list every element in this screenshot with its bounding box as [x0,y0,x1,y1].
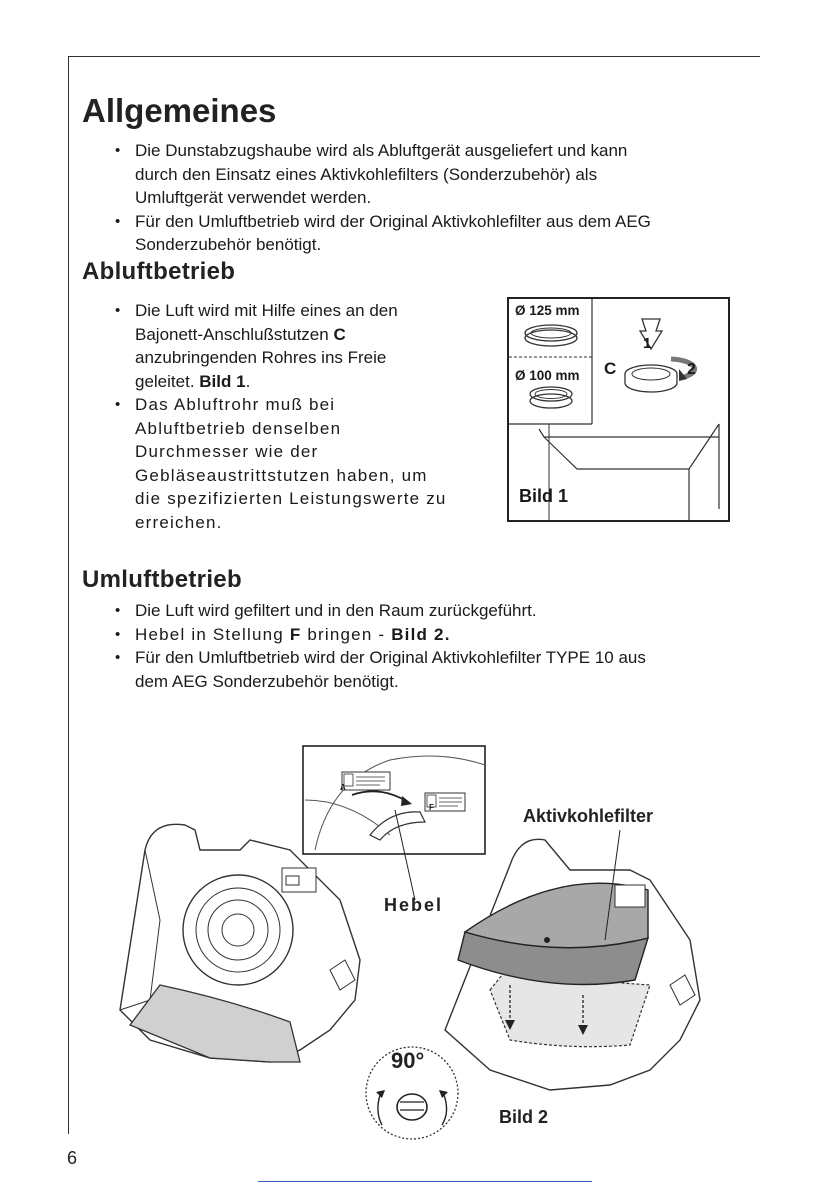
figure-bild-2 [90,740,770,1140]
abluftbetrieb-list [110,299,490,534]
label-1: 1 [643,335,652,352]
list-item: • Die Luft wird gefiltert und in den Raum zurückgeführt. [110,599,750,623]
label-aktivkohlefilter: Aktivkohlefilter [523,806,654,826]
inset-label-a: A [340,783,346,792]
section-title-umluftbetrieb: Umluftbetrieb [82,566,242,593]
figure-bild-1 [507,297,730,522]
list-item: • Das Abluftrohr muß bei Abluftbetrieb denselben Durchmesser wie der Gebläseaustrittstutzen haben, um die spezifizierten Leistungswerte zu erreichen. [110,393,490,534]
list-item: • Die Dunstabzugshaube wird als Abluftgerät ausgeliefert und kann durch den Einsatz eines Aktivkohlefilters (Sonderzubehör) als Umluftgerät verwendet werden. [110,139,750,210]
label-2: 2 [687,361,696,378]
figure-caption: Bild 1 [519,486,569,506]
figure-caption: Bild 2 [499,1107,549,1127]
page-frame-top [68,56,760,57]
inset-label-f: F [429,803,434,812]
umluftbetrieb-list [110,599,750,693]
allgemeines-list [110,139,750,257]
list-item: • Hebel in Stellung F bringen - Bild 2. [110,623,750,647]
section-title-abluftbetrieb: Abluftbetrieb [82,258,236,285]
footer-link-line [258,1181,592,1182]
list-item: • Für den Umluftbetrieb wird der Original Aktivkohlefilter aus dem AEG Sonderzubehör benötigt. [110,210,750,257]
diameter-100-label: Ø 100 mm [515,368,580,383]
label-c: C [604,359,617,378]
page-number: 6 [67,1148,78,1168]
list-item: • Die Luft wird mit Hilfe eines an den Bajonett-Anschlußstutzen C anzubringenden Rohres ins Freie geleitet. Bild 1. [110,299,490,393]
label-90-degrees: 90° [391,1048,425,1073]
list-item: • Für den Umluftbetrieb wird der Original Aktivkohlefilter TYPE 10 aus dem AEG Sonderzubehör benötigt. [110,646,750,693]
label-hebel: Hebel [384,895,444,915]
section-title-allgemeines: Allgemeines [82,92,277,129]
diameter-125-label: Ø 125 mm [515,303,580,318]
recirculation-illustration [90,740,770,1140]
page-frame-left [68,56,69,1134]
